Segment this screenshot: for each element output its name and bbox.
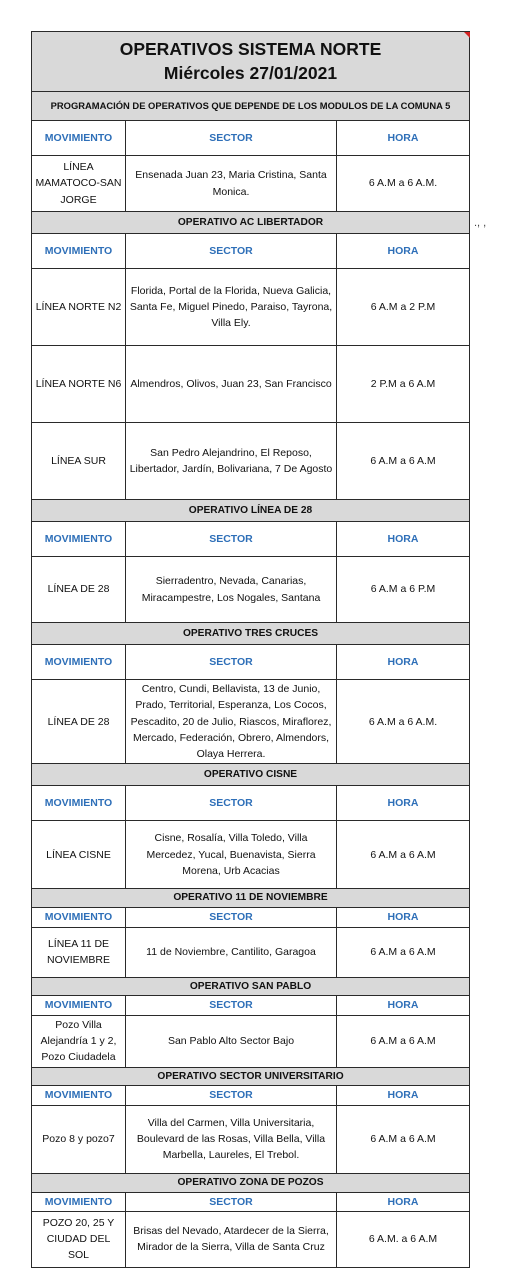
table-row: [32, 1211, 470, 1267]
table-row: [32, 927, 470, 977]
table-row: [32, 821, 470, 889]
header-hora: HORA: [337, 121, 470, 156]
sector-cell: Florida, Portal de la Florida, Nueva Galicia, Santa Fe, Miguel Pinedo, Paraiso, Tayrona, Villa Ely.: [126, 269, 337, 346]
title-cell: [32, 32, 470, 92]
hora-cell: 6 A.M a 2 P.M: [337, 269, 470, 346]
header-hora: HORA: [337, 1086, 470, 1105]
movimiento-cell: LÍNEA DE 28: [32, 557, 126, 623]
movimiento-cell: POZO 20, 25 Y CIUDAD DEL SOL: [32, 1211, 126, 1267]
movimiento-cell: LÍNEA NORTE N6: [32, 346, 126, 423]
sector-cell: Almendros, Olivos, Juan 23, San Francisco: [126, 346, 337, 423]
hora-cell: 6 A.M a 6 A.M: [337, 423, 470, 500]
section-title: OPERATIVO CISNE: [32, 764, 470, 786]
column-header-row: [32, 908, 470, 927]
hora-cell: 6 A.M. a 6 A.M: [337, 1211, 470, 1267]
section-title-row: [32, 212, 470, 234]
hora-cell: 6 A.M a 6 A.M.: [337, 156, 470, 212]
table-row: [32, 269, 470, 346]
sheet-title: OPERATIVOS SISTEMA NORTE: [119, 38, 382, 59]
programacion-note: PROGRAMACIÓN DE OPERATIVOS QUE DEPENDE DE LOS MODULOS DE LA COMUNA 5: [32, 92, 470, 121]
header-sector: SECTOR: [126, 522, 337, 557]
table-row: [32, 680, 470, 764]
movimiento-cell: Pozo 8 y pozo7: [32, 1105, 126, 1173]
section-title: OPERATIVO SECTOR UNIVERSITARIO: [32, 1067, 470, 1086]
table-row: [32, 423, 470, 500]
column-header-row: [32, 121, 470, 156]
header-hora: HORA: [337, 234, 470, 269]
movimiento-cell: LÍNEA CISNE: [32, 821, 126, 889]
header-hora: HORA: [337, 908, 470, 927]
section-title-row: [32, 977, 470, 996]
column-header-row: [32, 1192, 470, 1211]
header-sector: SECTOR: [126, 996, 337, 1015]
header-hora: HORA: [337, 996, 470, 1015]
sector-cell: 11 de Noviembre, Cantilito, Garagoa: [126, 927, 337, 977]
sector-cell: Ensenada Juan 23, Maria Cristina, Santa Monica.: [126, 156, 337, 212]
column-header-row: [32, 645, 470, 680]
movimiento-cell: LÍNEA NORTE N2: [32, 269, 126, 346]
section-title-row: [32, 1173, 470, 1192]
hora-cell: 2 P.M a 6 A.M: [337, 346, 470, 423]
header-movimiento: MOVIMIENTO: [32, 908, 126, 927]
comment-indicator-icon: [464, 32, 470, 38]
section-title-row: [32, 623, 470, 645]
header-sector: SECTOR: [126, 1086, 337, 1105]
table-row: [32, 346, 470, 423]
header-movimiento: MOVIMIENTO: [32, 1086, 126, 1105]
operativos-table: [31, 31, 470, 1268]
section-title: OPERATIVO TRES CRUCES: [32, 623, 470, 645]
hora-cell: 6 A.M a 6 A.M: [337, 821, 470, 889]
sector-cell: San Pablo Alto Sector Bajo: [126, 1015, 337, 1067]
header-movimiento: MOVIMIENTO: [32, 996, 126, 1015]
hora-cell: 6 A.M a 6 A.M: [337, 927, 470, 977]
column-header-row: [32, 1086, 470, 1105]
header-hora: HORA: [337, 786, 470, 821]
column-header-row: [32, 996, 470, 1015]
hora-cell: 6 A.M a 6 P.M: [337, 557, 470, 623]
header-sector: SECTOR: [126, 786, 337, 821]
programacion-row: [32, 92, 470, 121]
section-title: OPERATIVO SAN PABLO: [32, 977, 470, 996]
sector-cell: Cisne, Rosalía, Villa Toledo, Villa Mercedez, Yucal, Buenavista, Sierra Morena, Urb Acacias: [126, 821, 337, 889]
header-hora: HORA: [337, 1192, 470, 1211]
header-sector: SECTOR: [126, 1192, 337, 1211]
movimiento-cell: LÍNEA DE 28: [32, 680, 126, 764]
header-sector: SECTOR: [126, 234, 337, 269]
table-row: [32, 557, 470, 623]
hora-cell: 6 A.M a 6 A.M: [337, 1015, 470, 1067]
sector-cell: Centro, Cundi, Bellavista, 13 de Junio, Prado, Territorial, Esperanza, Los Cocos, Pescadito, 20 de Julio, Riascos, Miraflorez, Mercado, Federación, Obrero, Almendors, Olaya Herrera.: [126, 680, 337, 764]
section-title: OPERATIVO ZONA DE POZOS: [32, 1173, 470, 1192]
sector-cell: Villa del Carmen, Villa Universitaria, Boulevard de las Rosas, Villa Bella, Villa Marbella, Laureles, El Trebol.: [126, 1105, 337, 1173]
section-title-row: [32, 1067, 470, 1086]
header-movimiento: MOVIMIENTO: [32, 645, 126, 680]
section-title: OPERATIVO LÍNEA DE 28: [32, 500, 470, 522]
header-movimiento: MOVIMIENTO: [32, 786, 126, 821]
header-movimiento: MOVIMIENTO: [32, 1192, 126, 1211]
movimiento-cell: LÍNEA MAMATOCO-SAN JORGE: [32, 156, 126, 212]
column-header-row: [32, 786, 470, 821]
stray-mark: ., ,: [474, 217, 487, 229]
header-movimiento: MOVIMIENTO: [32, 121, 126, 156]
sector-cell: Sierradentro, Nevada, Canarias, Miracampestre, Los Nogales, Santana: [126, 557, 337, 623]
header-sector: SECTOR: [126, 121, 337, 156]
header-hora: HORA: [337, 522, 470, 557]
section-title-row: [32, 764, 470, 786]
header-sector: SECTOR: [126, 908, 337, 927]
hora-cell: 6 A.M a 6 A.M: [337, 1105, 470, 1173]
sector-cell: San Pedro Alejandrino, El Reposo, Libertador, Jardín, Bolivariana, 7 De Agosto: [126, 423, 337, 500]
column-header-row: [32, 234, 470, 269]
movimiento-cell: LÍNEA SUR: [32, 423, 126, 500]
movimiento-cell: LÍNEA 11 DE NOVIEMBRE: [32, 927, 126, 977]
section-title: OPERATIVO 11 DE NOVIEMBRE: [32, 889, 470, 908]
header-hora: HORA: [337, 645, 470, 680]
header-movimiento: MOVIMIENTO: [32, 522, 126, 557]
header-movimiento: MOVIMIENTO: [32, 234, 126, 269]
table-row: [32, 1105, 470, 1173]
section-title: OPERATIVO AC LIBERTADOR: [32, 212, 470, 234]
hora-cell: 6 A.M a 6 A.M.: [337, 680, 470, 764]
table-row: [32, 156, 470, 212]
movimiento-cell: Pozo Villa Alejandría 1 y 2, Pozo Ciudadela: [32, 1015, 126, 1067]
sheet-date: Miércoles 27/01/2021: [163, 62, 338, 83]
header-sector: SECTOR: [126, 645, 337, 680]
table-row: [32, 1015, 470, 1067]
sector-cell: Brisas del Nevado, Atardecer de la Sierra, Mirador de la Sierra, Villa de Santa Cruz: [126, 1211, 337, 1267]
title-row: [32, 32, 470, 92]
section-title-row: [32, 500, 470, 522]
section-title-row: [32, 889, 470, 908]
column-header-row: [32, 522, 470, 557]
